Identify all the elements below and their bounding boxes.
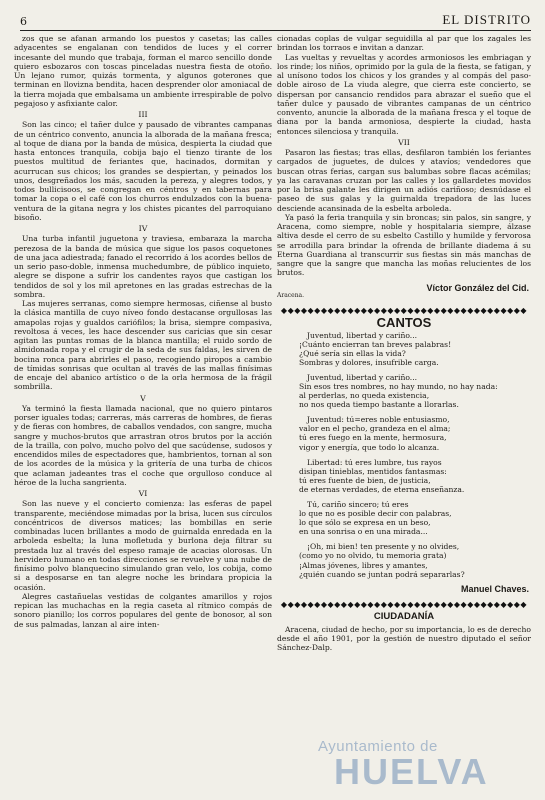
poem-line: en una sonrisa o en una mirada... (299, 527, 428, 537)
poem-line: disipan tinieblas, mentidos fantasmas: (299, 466, 447, 476)
poem-stanza (295, 373, 531, 409)
page-number: 6 (20, 15, 27, 28)
paragraph: Son las cinco; el tañer dulce y pausado de vibrantes campanas de un céntrico convento, anuncia la alborada de la mañana fresca; al toque de diana por la banda de música, despierta la ciudad que hasta entonces tranquila, cobija bajo el tienzo tirante de los puestos multitud de feriantes que, hacinados, dormitan y acurrucan sus chicos; los grandes se despiertan, y peinados los unos, desgreñados los más, sacuden la pereza, y alegres todos, y todos bullicisoos, se congregan en céntros y en tabernas para tomar la copa o el café con los churros endulzados con la buena-ventura de la gitana negra y los chistes picantes del parroquiano bisoño. (14, 120, 272, 222)
poem-line: al perderlas, no queda existencia, (299, 391, 430, 401)
poem-body (277, 331, 531, 579)
poem-stanza (295, 458, 531, 494)
poem-line: valor en el pecho, grandeza en el alma; (299, 424, 451, 434)
paragraph: Ya pasó la feria tranquila y sin broncas; sin palos, sin sangre, y Aracena, como siempre, noble y hospitalaria siempre, álzase altiva desde el cerro de su esbelto Castillo y humilde y fervorosa se arrodilla para brindar la ofrenda de brillante diadema á su Eterna Guardiana al transcurrir sus fiestas sin más manchas de sangre que la sangre que mancha las moñas relucientes de los brutos. (277, 212, 531, 278)
article-continuation (277, 34, 531, 278)
section-number: VII (398, 137, 410, 147)
poem-line: ¿quién cuando se juntan podrá separarlas? (299, 569, 465, 579)
poem-line: Libertad: tú eres lumbre, tus rayos (307, 457, 442, 467)
poem-line: de eternas verdades, de eterna enseñanza. (299, 484, 465, 494)
paragraph: cionadas coplas de vulgar seguidilla al par que los zagales les brindan los torraos e invitan a danzar. (277, 34, 531, 53)
section-number: V (140, 393, 146, 403)
poem-line: lo que no es posible decir con palabras, (299, 509, 452, 519)
poem-line: ¿Qué sería sin ellas la vida? (299, 348, 406, 358)
section-number: III (138, 110, 148, 119)
paragraph: Una turba infantil juguetona y traviesa, embaraza la marcha perezosa de la banda de música que sigue los pasos coquetones de una jaca adiestrada; fanado el recorrido á los acordes bellos de un serio paso-doble, inmensa muchedumbre, de público inquieto, alegre se dispone a sufrir los candentes rayos que castigan los tendidos de sol y los mil apretones en las gradas estrechas de la sombra. (14, 234, 272, 299)
poem-line: Sombras y dolores, insufrible carga. (299, 357, 439, 367)
poem-line: (como yo no olvido, tu memoria grata) (299, 551, 447, 561)
paragraph: Ya terminó la fiesta llamada nacional, que no quiero pintaros porser iguales todas; carreras, más carreras de hombres, de fieras y de fieras con hombres, de caballos vendados, con sangre, mucha sangre y muchos-brutos que arrastran otros brutos por la acción de la trailla, con polvo, mucho polvo del que sacúdense, sudosos y encendidos miles de espectadores que, hambrientos, tornan al son de los acordes de la música y la gritería de una turba de chicos que aclaman jadeantes tras el coche que orgulloso conduce al héroe de la lucha sangrienta. (14, 403, 272, 487)
poem-stanza (295, 331, 531, 367)
poem-line: Tú, cariño sincero; tú eres (307, 500, 409, 509)
poem-line: ¡Cuánto encierran tan breves palabras! (299, 339, 452, 349)
section-number: VI (138, 489, 148, 498)
watermark-logo (318, 738, 528, 798)
right-column (277, 34, 531, 652)
section-text: Aracena, ciudad de hecho, por su importancia, lo es de derecho desde el año 1901, por la gestión de nuestro diputado el señor Sánchez-Dalp. (277, 624, 531, 652)
poem-line: ¡Almas jóvenes, libres y amantes, (299, 560, 428, 570)
poem-line: no nos queda tiempo bastante a llorarlas. (299, 400, 459, 410)
poem-stanza (295, 415, 531, 451)
watermark-line2: HUELVA (334, 751, 489, 792)
poem-line: Juventud: tú=eres noble entusiasmo, (307, 415, 450, 425)
ornament-divider: ◆◆◆◆◆◆◆◆◆◆◆◆◆◆◆◆◆◆◆◆◆◆◆◆◆◆◆◆◆◆◆◆◆◆◆◆◆ (280, 306, 528, 315)
watermark-line1: Ayuntamiento de (318, 738, 438, 755)
poem-line: Sin esos tres nombres, no hay mundo, no hay nada: (299, 381, 498, 391)
poem-line: ¡Oh, mi bien! ten presente y no olvides, (307, 542, 460, 552)
paragraph: Las vueltas y revueltas y acordes armoniosos les embriagan y los rinde; los niños, oprimido por la gula de la fiesta, se fatigan, y al unísono todos los chicos y los grandes y al compás del paso-doble airoso de La viuda alegre, que cierra este concierto, se dispersan por cansancio rendidos para abrazar el sueño que el tañer dulce y pausado de vibrantes campanas de un céntrico convento, anuncie la alborada de la mañana fresca y el toque de diana por la banda armoniosa, despierte la ciudad, hasta entonces silenciosa y tranquila. (277, 52, 531, 136)
article-place: Aracena. (277, 291, 305, 299)
poem-line: lo que sólo se expresa en un beso, (299, 518, 431, 528)
ornament-divider-2: ◆◆◆◆◆◆◆◆◆◆◆◆◆◆◆◆◆◆◆◆◆◆◆◆◆◆◆◆◆◆◆◆◆◆◆◆◆ (280, 600, 528, 609)
section-title: CIUDADANÍA (373, 611, 435, 623)
article-signature: Víctor González del Cid. (426, 282, 529, 293)
poem-stanza (295, 500, 531, 536)
poem-line: tú eres fuente de bien, de justicia, (299, 475, 431, 485)
poem-stanza (295, 542, 531, 578)
poem-line: vigor y energía, que todo lo alcanza. (299, 442, 440, 452)
poem-line: tú eres fuego en la mente, hermosura, (299, 433, 447, 443)
paragraph: zos que se afanan armando los puestos y casetas; las calles adyacentes se engalanan con tendidos de luces y el correr incesante del mundo que trabaja, forman el marco sencillo donde quiero esbozaros con toscas pinceladas nuestra fiesta de otoño. Un lejano rumor, quizás tormenta, y algunos goterones que terminan en llovizna bendita, hacen desprender olor amoniacal de la tierra mojada que embalsama un ambiente irrespirable de polvo pegajoso y asfixiante calor. (14, 34, 272, 108)
poem-signature: Manuel Chaves. (460, 583, 529, 594)
poem-line: Juventud, libertad y cariño... (307, 330, 418, 340)
paragraph: Pasaron las fiestas; tras ellas, desfilaron también los feriantes cargados de juguetes, de dulces y atavíos; vendedores que buscan otras ferias, cargan sus balumbas sobre flacas acémilas; ya las caravanas cruzan por las calles y los gallardetes movidos por la brisa galante les dirigen un adiós cariñoso; desnúdase el paseo de sus galas y la guirnalda trepadora de las luces desciende acansinada de la esbelta arboleda. (277, 148, 531, 213)
newspaper-title: EL DISTRITO (442, 12, 531, 27)
left-column (14, 34, 272, 629)
section-number: IV (138, 224, 148, 233)
poem-title: CANTOS (376, 315, 432, 331)
paragraph: Las mujeres serranas, como siempre hermosas, ciñense al busto la clásica mantilla de cuyo níveo fondo destacanse orgullosas las amapolas rojas y gualdos cariófilos; la brisa, siempre compasiva, revoltosa á veces, les hace descender sus caricias que sin cesar agitan las puntas romas de la blanca mantilla; el ruido sordo de almidonada ropa y el crugir de la seda de sus faldas, les sirven de bocina ronca para abrirles el paso, recogiendo piropos a cambio de tímidas sonrisas que ocultan al través de las mallas finísimas de encaje del abanico artístico o de la orla hermosa de la frágil sombrilla. (14, 299, 272, 392)
paragraph: Son las nueve y el concierto comienza: las esferas de papel transparente, meciéndose mimadas por la brisa, lucen sus círculos concéntricos de diversos matices; las bombillas en serie combinadas lucen brillantes a modo de guirnalda enredada en la arboleda esbelta; la luna mofletuda y burlona deja filtrar su prestada luz al través del espeso ramaje de acacias olorosas. Un hervidero humano en todas direcciones se revuelve y una nube de finísimo polvo blanquecino simulando gran velo, los cobija, como si a desposarse en tan alegre noche les brindara propicia la ocasión. (14, 499, 272, 592)
paragraph: Alegres castañuelas vestidas de colgantes amarillos y rojos repican las muchachas en la regia caseta al rítmico compás de sonoro pianillo; los corros populares del gente de bonosor, al son de sus palmadas, lanzan al aire inten- (14, 591, 272, 629)
page-header (20, 8, 531, 31)
poem-line: Juventud, libertad y cariño... (307, 372, 418, 382)
